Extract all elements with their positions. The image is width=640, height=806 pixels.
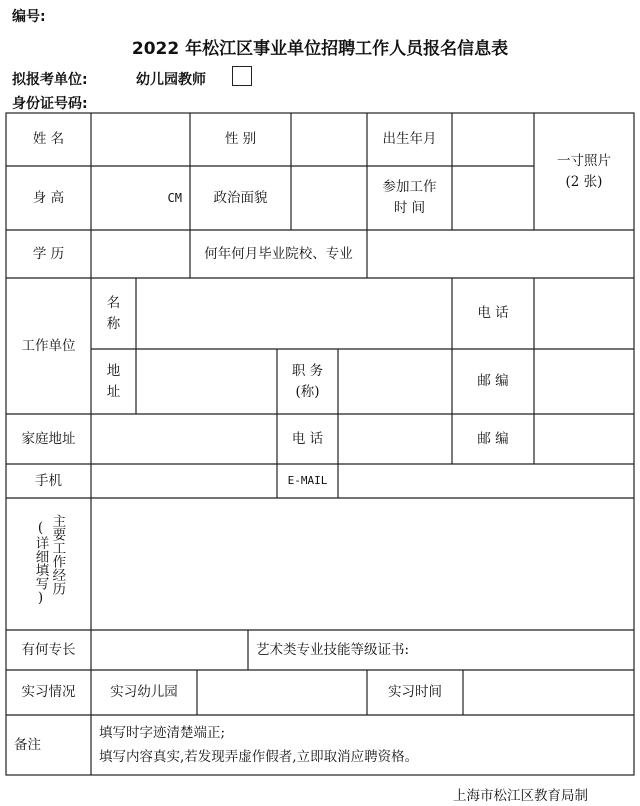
name-field[interactable]: [91, 113, 190, 166]
skills-label: 有何专长: [21, 641, 76, 658]
internship-kindergarten-label: 实习幼儿园: [110, 684, 178, 701]
birth-date-field[interactable]: [452, 113, 534, 166]
employer-address-label-2: 址: [106, 383, 121, 400]
photo-label: 一寸照片: [557, 152, 611, 169]
position-value: 幼儿园教师: [136, 72, 206, 88]
mobile-field[interactable]: [91, 464, 277, 498]
home-postcode-label: 邮 编: [477, 430, 509, 447]
email-field[interactable]: [338, 464, 634, 498]
job-title-field[interactable]: [338, 349, 452, 414]
employer-name-label: [91, 278, 136, 349]
job-title-label-1: 职 务: [291, 362, 324, 379]
gender-field[interactable]: [291, 113, 367, 166]
internship-time-label: 实习时间: [388, 684, 442, 701]
name-label: 姓 名: [32, 131, 65, 148]
form-number-label: 编号:: [12, 9, 46, 25]
email-label: E-MAIL: [287, 474, 328, 488]
job-title-label-2: (称): [295, 383, 320, 400]
form-title: 2022 年松江区事业单位招聘工作人员报名信息表: [131, 39, 509, 59]
home-postcode-field[interactable]: [534, 414, 634, 464]
employer-phone-label: 电 话: [477, 305, 509, 322]
internship-kindergarten-field[interactable]: [197, 670, 367, 715]
graduation-field[interactable]: [367, 230, 634, 278]
employer-name-label-1: 名: [106, 294, 121, 311]
remarks-line-2: 填写内容真实,若发现弄虚作假者,立即取消应聘资格。: [99, 749, 419, 765]
art-certificate-field[interactable]: [248, 630, 634, 670]
employer-name-label-2: 称: [106, 315, 121, 332]
political-status-field[interactable]: [291, 166, 367, 230]
work-start-label-line1: 参加工作: [382, 179, 437, 196]
internship-label: 实习情况: [21, 684, 76, 701]
employer-label: 工作单位: [21, 337, 76, 354]
height-unit: CM: [167, 190, 182, 205]
experience-field[interactable]: [91, 498, 634, 630]
birth-date-label: 出生年月: [382, 131, 437, 148]
internship-time-field[interactable]: [463, 670, 634, 715]
job-title-label: [277, 349, 338, 414]
position-label: 拟报考单位:: [12, 72, 88, 88]
remarks-label: 备注: [14, 736, 41, 753]
home-address-field[interactable]: [91, 414, 277, 464]
experience-label-main: 主要工作经历: [49, 514, 66, 595]
issuer-footer: 上海市松江区教育局制: [453, 788, 588, 804]
photo-count: (2 张): [565, 173, 603, 190]
home-phone-field[interactable]: [338, 414, 452, 464]
gender-label: 性 别: [224, 131, 257, 148]
skills-field[interactable]: [91, 630, 248, 670]
employer-address-label-1: 地: [106, 362, 121, 379]
home-phone-label: 电 话: [291, 430, 324, 447]
id-number-label: 身份证号码:: [12, 96, 88, 112]
remarks-line-1: 填写时字迹清楚端正;: [99, 725, 226, 741]
art-certificate-label: 艺术类专业技能等级证书:: [256, 641, 410, 658]
home-address-label: 家庭地址: [21, 430, 76, 447]
graduation-label: 何年何月毕业院校、专业: [204, 245, 353, 262]
height-label: 身 高: [32, 189, 65, 206]
employer-phone-field[interactable]: [534, 278, 634, 349]
education-field[interactable]: [91, 230, 190, 278]
work-start-field[interactable]: [452, 166, 534, 230]
employer-name-field[interactable]: [136, 278, 452, 349]
employer-address-field[interactable]: [136, 349, 277, 414]
employer-address-label: [91, 349, 136, 414]
experience-label: [6, 498, 91, 630]
height-field[interactable]: [91, 166, 190, 230]
mobile-label: 手机: [35, 472, 62, 489]
work-start-label: [367, 166, 452, 230]
employer-postcode-label: 邮 编: [477, 373, 509, 390]
experience-label-note: (详细填写): [32, 520, 49, 606]
education-label: 学 历: [32, 245, 65, 262]
political-status-label: 政治面貌: [213, 189, 268, 206]
photo-slot[interactable]: [534, 113, 634, 230]
employer-postcode-field[interactable]: [534, 349, 634, 414]
work-start-label-line2: 时 间: [393, 200, 426, 216]
